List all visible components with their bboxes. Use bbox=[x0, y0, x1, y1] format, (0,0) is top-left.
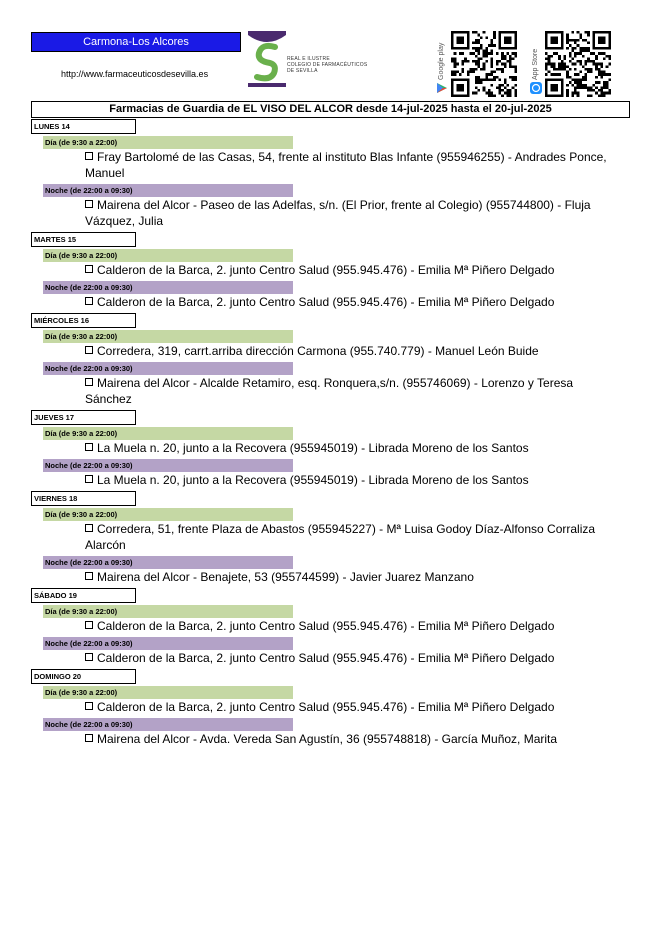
night-shift-bar: Noche (de 22:00 a 09:30) bbox=[43, 637, 293, 650]
page-title: Farmacias de Guardia de EL VISO DEL ALCOR desde 14-jul-2025 hasta el 20-jul-2025 bbox=[31, 101, 630, 118]
bullet-icon bbox=[85, 475, 93, 483]
pharmacy-text: Mairena del Alcor - Paseo de las Adelfas, s/n. (El Prior, frente al Colegio) (955744800) - Fluja Vázquez, Julia bbox=[85, 198, 591, 228]
bullet-icon bbox=[85, 297, 93, 305]
night-pharmacy-entry bbox=[85, 650, 615, 666]
day-label: MIÉRCOLES 16 bbox=[31, 313, 136, 328]
day-pharmacy-entry bbox=[85, 440, 615, 456]
pharmacy-text: Mairena del Alcor - Alcalde Retamiro, esq. Ronquera,s/n. (955746069) - Lorenzo y Teresa Sánchez bbox=[85, 376, 574, 406]
day-block bbox=[31, 669, 631, 747]
day-label: MARTES 15 bbox=[31, 232, 136, 247]
app-store-label: App Store bbox=[532, 48, 539, 80]
night-shift-bar: Noche (de 22:00 a 09:30) bbox=[43, 556, 293, 569]
pharmacy-text: Fray Bartolomé de las Casas, 54, frente al instituto Blas Infante (955946255) - Andrades Ponce, Manuel bbox=[85, 150, 607, 180]
day-label: DOMINGO 20 bbox=[31, 669, 136, 684]
pharmacy-text: Mairena del Alcor - Benajete, 53 (955744599) - Javier Juarez Manzano bbox=[97, 570, 474, 584]
pharmacy-text: Calderon de la Barca, 2. junto Centro Salud (955.945.476) - Emilia Mª Piñero Delgado bbox=[97, 700, 555, 714]
google-play-label: Google play bbox=[438, 42, 445, 80]
bullet-icon bbox=[85, 734, 93, 742]
bullet-icon bbox=[85, 200, 93, 208]
day-label: LUNES 14 bbox=[31, 119, 136, 134]
day-pharmacy-entry bbox=[85, 343, 615, 359]
night-shift-bar: Noche (de 22:00 a 09:30) bbox=[43, 281, 293, 294]
college-logo bbox=[248, 31, 286, 87]
schedule-list bbox=[31, 119, 631, 750]
college-logo-text: REAL E ILUSTRE COLEGIO DE FARMACÉUTICOS DE SEVILLA bbox=[287, 56, 368, 74]
day-pharmacy-entry bbox=[85, 618, 615, 634]
bullet-icon bbox=[85, 346, 93, 354]
app-store-icon bbox=[530, 82, 542, 94]
bullet-icon bbox=[85, 653, 93, 661]
day-block bbox=[31, 232, 631, 310]
night-shift-bar: Noche (de 22:00 a 09:30) bbox=[43, 184, 293, 197]
night-shift-bar: Noche (de 22:00 a 09:30) bbox=[43, 718, 293, 731]
bullet-icon bbox=[85, 621, 93, 629]
pharmacy-text: Calderon de la Barca, 2. junto Centro Salud (955.945.476) - Emilia Mª Piñero Delgado bbox=[97, 619, 555, 633]
day-shift-bar: Día (de 9:30 a 22:00) bbox=[43, 330, 293, 343]
night-pharmacy-entry bbox=[85, 472, 615, 488]
website-link[interactable]: http://www.farmaceuticosdesevilla.es bbox=[61, 69, 209, 79]
day-pharmacy-entry bbox=[85, 262, 615, 278]
pharmacy-text: Calderon de la Barca, 2. junto Centro Salud (955.945.476) - Emilia Mª Piñero Delgado bbox=[97, 651, 555, 665]
night-pharmacy-entry bbox=[85, 569, 615, 585]
pharmacy-text: Mairena del Alcor - Avda. Vereda San Agustín, 36 (955748818) - García Muñoz, Marita bbox=[97, 732, 558, 746]
day-pharmacy-entry bbox=[85, 699, 615, 715]
pharmacy-text: Corredera, 51, frente Plaza de Abastos (955945227) - Mª Luisa Godoy Díaz-Alfonso Corraliza Alarcón bbox=[85, 522, 596, 552]
day-label: VIERNES 18 bbox=[31, 491, 136, 506]
google-play-qr-icon[interactable] bbox=[451, 31, 517, 97]
day-block bbox=[31, 410, 631, 488]
pharmacy-text: Calderon de la Barca, 2. junto Centro Salud (955.945.476) - Emilia Mª Piñero Delgado bbox=[97, 263, 555, 277]
google-play-icon bbox=[436, 82, 448, 94]
pharmacy-text: Corredera, 319, carrt.arriba dirección Carmona (955.740.779) - Manuel León Buide bbox=[97, 344, 539, 358]
day-shift-bar: Día (de 9:30 a 22:00) bbox=[43, 508, 293, 521]
pharmacy-text: La Muela n. 20, junto a la Recovera (955945019) - Librada Moreno de los Santos bbox=[97, 473, 529, 487]
night-shift-bar: Noche (de 22:00 a 09:30) bbox=[43, 362, 293, 375]
bullet-icon bbox=[85, 378, 93, 386]
day-shift-bar: Día (de 9:30 a 22:00) bbox=[43, 136, 293, 149]
night-shift-bar: Noche (de 22:00 a 09:30) bbox=[43, 459, 293, 472]
night-pharmacy-entry bbox=[85, 294, 615, 310]
day-label: SÁBADO 19 bbox=[31, 588, 136, 603]
bullet-icon bbox=[85, 524, 93, 532]
bullet-icon bbox=[85, 265, 93, 273]
bullet-icon bbox=[85, 152, 93, 160]
day-pharmacy-entry bbox=[85, 149, 615, 181]
day-label: JUEVES 17 bbox=[31, 410, 136, 425]
bullet-icon bbox=[85, 572, 93, 580]
pharmacy-text: La Muela n. 20, junto a la Recovera (955945019) - Librada Moreno de los Santos bbox=[97, 441, 529, 455]
day-shift-bar: Día (de 9:30 a 22:00) bbox=[43, 249, 293, 262]
zone-label: Carmona-Los Alcores bbox=[31, 32, 241, 52]
night-pharmacy-entry bbox=[85, 731, 615, 747]
day-pharmacy-entry bbox=[85, 521, 615, 553]
day-block bbox=[31, 119, 631, 229]
day-shift-bar: Día (de 9:30 a 22:00) bbox=[43, 605, 293, 618]
night-pharmacy-entry bbox=[85, 375, 615, 407]
pharmacy-text: Calderon de la Barca, 2. junto Centro Salud (955.945.476) - Emilia Mª Piñero Delgado bbox=[97, 295, 555, 309]
bullet-icon bbox=[85, 702, 93, 710]
night-pharmacy-entry bbox=[85, 197, 615, 229]
day-block bbox=[31, 588, 631, 666]
day-shift-bar: Día (de 9:30 a 22:00) bbox=[43, 686, 293, 699]
bullet-icon bbox=[85, 443, 93, 451]
day-block bbox=[31, 313, 631, 407]
app-store-qr-icon[interactable] bbox=[545, 31, 611, 97]
day-block bbox=[31, 491, 631, 585]
day-shift-bar: Día (de 9:30 a 22:00) bbox=[43, 427, 293, 440]
